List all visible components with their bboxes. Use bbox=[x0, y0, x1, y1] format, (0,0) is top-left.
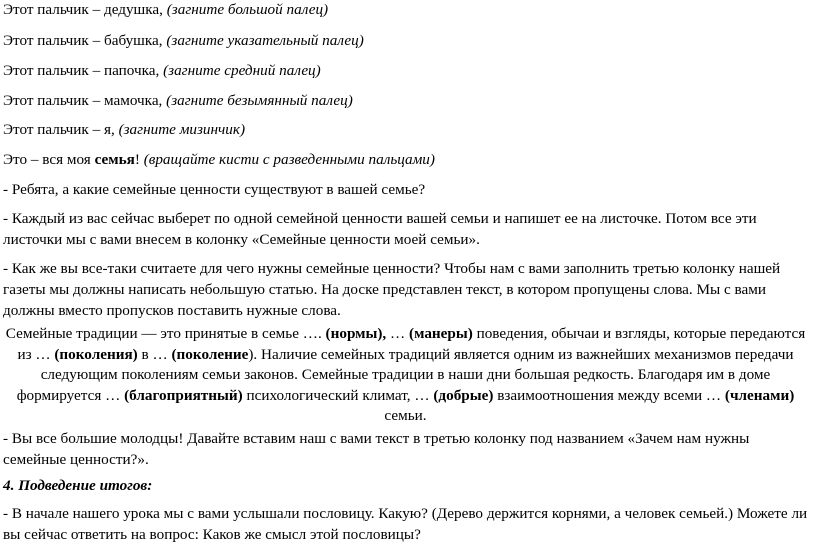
rhyme-text: Этот пальчик – бабушка, bbox=[3, 32, 167, 49]
fill-in-text-block bbox=[3, 324, 808, 427]
rhyme-line-4 bbox=[3, 91, 353, 111]
rhyme-note: (загните безымянный палец) bbox=[166, 92, 353, 109]
insert-paragraph: - Вы все большие молодцы! Давайте вставим наш с вами текст в третью колонку под названием «Зачем нам нужны семейные ценности?». bbox=[3, 430, 750, 468]
rhyme-text: Этот пальчик – папочка, bbox=[3, 62, 164, 79]
rhyme-note: (загните средний палец) bbox=[163, 62, 321, 79]
answer-word: (манеры) bbox=[409, 325, 473, 342]
rhyme-text: Это – вся моя bbox=[3, 151, 95, 168]
answer-word: (нормы), bbox=[325, 325, 387, 342]
answer-word: (поколения) bbox=[54, 345, 138, 363]
rhyme-text: Этот пальчик – дедушка, bbox=[3, 1, 167, 18]
fill-text: психологический климат, … bbox=[242, 386, 434, 404]
article-paragraph: - Как же вы все-таки считаете для чего нужны семейные ценности? Чтобы нам с вами заполнить третью колонку нашей газеты мы должны написать небольшую статью. На доске представлен текст, в котором пропущены слова. Мы с вами должны вместо пропусков поставить нужные слова. bbox=[3, 260, 781, 319]
rhyme-text: Этот пальчик – мамочка, bbox=[3, 92, 167, 109]
rhyme-line-1 bbox=[3, 0, 328, 20]
answer-word: (благоприятный) bbox=[124, 386, 243, 404]
answer-word: (добрые) bbox=[433, 386, 494, 404]
fill-text: Семейные традиции — это принятые в семье …. bbox=[5, 325, 326, 342]
rhyme-line-5 bbox=[3, 120, 245, 140]
rhyme-line-2 bbox=[3, 31, 364, 51]
rhyme-bold-word: семья bbox=[94, 151, 135, 168]
fill-text: взаимоотношения между всеми … bbox=[493, 386, 725, 404]
rhyme-punct: ! bbox=[134, 151, 144, 168]
rhyme-line-6 bbox=[3, 150, 435, 170]
question-paragraph: - Ребята, а какие семейные ценности существуют в вашей семье? bbox=[3, 181, 426, 198]
section-heading bbox=[3, 476, 152, 496]
rhyme-note: (загните мизинчик) bbox=[118, 121, 246, 138]
fill-text: … bbox=[386, 325, 410, 342]
answer-word: (членами) bbox=[724, 386, 795, 404]
rhyme-note: (загните указательный палец) bbox=[166, 32, 364, 49]
final-paragraph: - В начале нашего урока мы с вами услышали пословицу. Какую? (Дерево держится корнями, а человек семьей.) Можете ли вы сейчас ответить на вопрос: Каков же смысл этой пословицы? bbox=[3, 505, 808, 543]
fill-text: ). Наличие семейных традиций является одним из важнейших механизмов передачи следующим поколениям семьи законов. Семейные традиции в наши дни большая редкость. Благодаря им в доме формируется … bbox=[16, 345, 794, 404]
rhyme-note: (вращайте кисти с разведенными пальцами) bbox=[143, 151, 435, 168]
task-paragraph: - Каждый из вас сейчас выберет по одной семейной ценности вашей семьи и напишет ее на листочке. Потом все эти листочки мы с вами внесем в колонку «Семейные ценности моей семьи». bbox=[3, 210, 757, 248]
rhyme-line-3 bbox=[3, 61, 321, 81]
fill-text: поведения, обычаи и взгляды, которые передаются из … bbox=[17, 325, 806, 363]
answer-word: (поколение bbox=[171, 345, 249, 363]
rhyme-note: (загните большой палец) bbox=[166, 1, 329, 18]
section-heading-text: 4. Подведение итогов: bbox=[3, 477, 153, 494]
fill-text: семьи. bbox=[384, 407, 427, 425]
fill-text: в … bbox=[137, 345, 172, 363]
rhyme-text: Этот пальчик – я, bbox=[3, 121, 119, 138]
